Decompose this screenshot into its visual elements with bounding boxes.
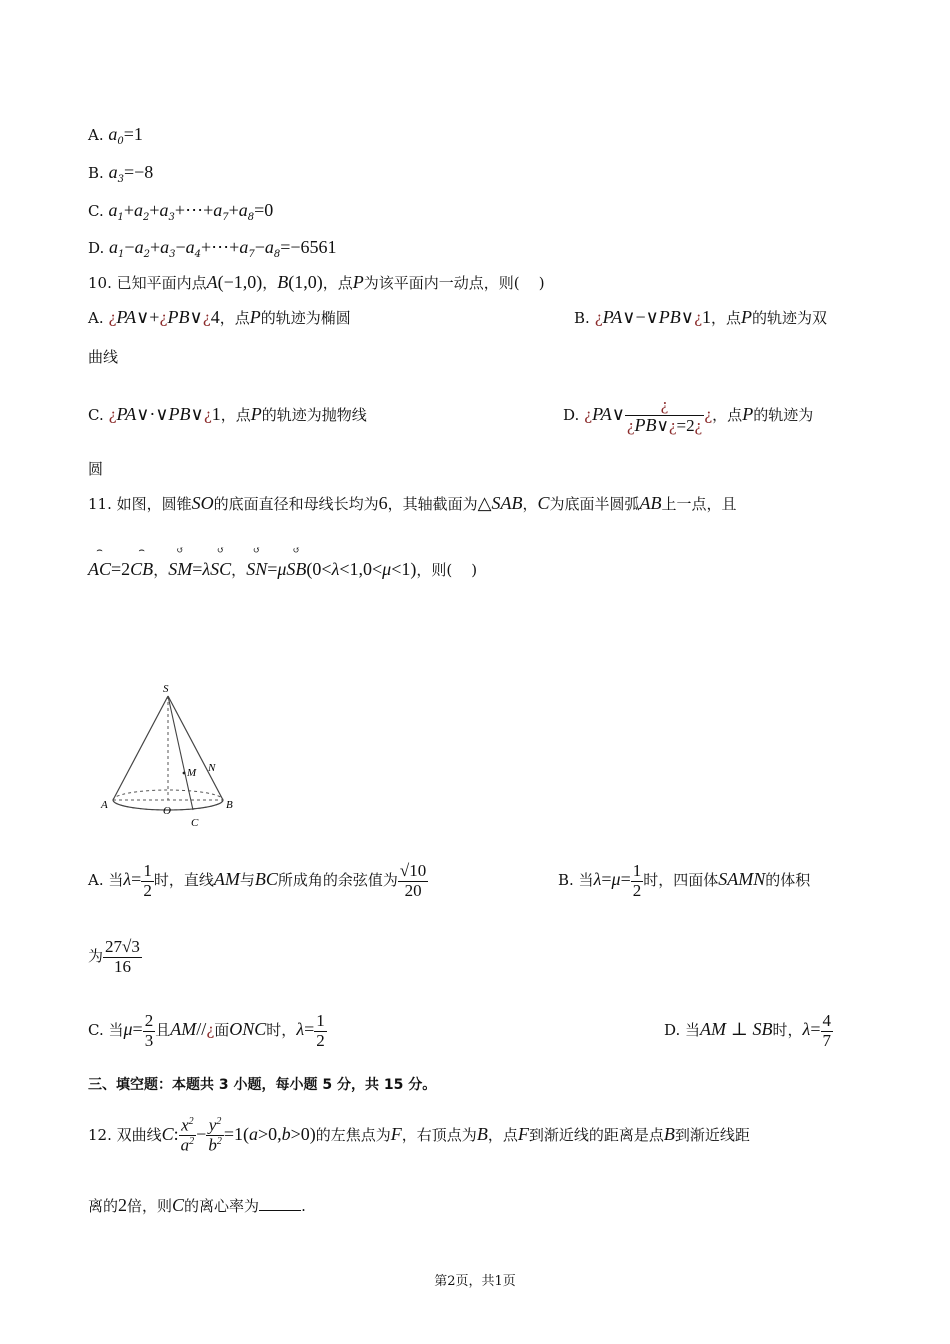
q9-option-a: A. $a_0=1$ xyxy=(88,124,143,147)
point-m xyxy=(183,772,186,775)
q10-option-c: C. ¿PA∨·∨PB∨¿1，点P的轨迹为抛物线 xyxy=(88,404,367,424)
q11-stem: 11. 如图，圆锥SO的底面直径和母线长均为6，其轴截面为△SAB，C为底面半圆弧AB上一点，且 xyxy=(88,493,737,513)
q11-option-d: D. 当AM ⊥ SB时，λ= $\frac{4}{7}$ xyxy=(664,1011,831,1050)
q11-option-b-cont: 为 $\frac{27√3}{16}$ xyxy=(88,937,140,976)
label-a: A xyxy=(101,799,108,811)
label-o: O xyxy=(163,805,171,817)
q10-option-b-cont: 曲线 xyxy=(88,348,119,366)
label-m: M xyxy=(187,767,197,779)
q11-option-c: C. 当μ= $\frac{2}{3}$ 且AM//¿面ONC时，λ= $\frac{1}{2}$ xyxy=(88,1011,325,1050)
label-b: B xyxy=(226,799,233,811)
q11-conditions: ⌢ AC=2⌢ CB，↺ SM=λ↺ SC，↺ SN=μ↺ SB(0<λ<1,0<μ<1)，则( ) xyxy=(88,559,477,580)
generatrix-sb xyxy=(168,696,223,800)
label-c: C xyxy=(191,817,199,829)
q10-option-a: A. ¿PA∨+¿PB∨¿4，点P的轨迹为椭圆 xyxy=(88,307,351,327)
q12-line1: 12. 双曲线C: $\frac{x^2}{a^2}$ − $\frac{y^2}{b^2}$ =1(a>0,b>0)的左焦点为F，右顶点为B，点F到渐近线的距离是点B到渐近线距 xyxy=(88,1115,750,1155)
q10-option-d: D. ¿PA∨ $\frac{¿}{¿PB\vee¿=2¿}$ ¿，点P的轨迹为 xyxy=(563,395,814,435)
segment-sc xyxy=(168,696,193,810)
q9-option-c: C. $a_1+a_2+a_3+\cdots+a_7+a_8=0$ xyxy=(88,200,274,223)
label-n: N xyxy=(208,762,216,774)
generatrix-sa xyxy=(113,696,168,800)
q10-stem: 10. 已知平面内点A(−1,0)，B(1,0)，点P为该平面内一动点，则( ) xyxy=(88,272,545,292)
q9-option-b: B. $a_3=-8$ xyxy=(88,162,154,185)
q10-d-fraction: $\frac{¿}{¿PB\vee¿=2¿}$ xyxy=(626,395,703,435)
section-3-title: 三、填空题：本题共 3 小题，每小题 5 分，共 15 分。 xyxy=(88,1077,437,1093)
label-s: S xyxy=(163,683,169,695)
q9-option-d: D. $a_1-a_2+a_3-a_4+\cdots+a_7-a_8=-6561$ xyxy=(88,237,337,260)
page-footer: 第2页，共1页 xyxy=(434,1274,516,1289)
q11-option-a: A. 当λ= $\frac{1}{2}$ 时，直线AM与BC所成角的余弦值为 $\frac{√10}{20}$ xyxy=(88,861,427,900)
cone-figure xyxy=(95,680,255,835)
q11-option-b: B. 当λ=μ= $\frac{1}{2}$ 时，四面体SAMN的体积 xyxy=(558,861,811,900)
q10-option-b: B. ¿PA∨−∨PB∨¿1，点P的轨迹为双 xyxy=(574,307,828,327)
q12-line2: 离的2倍，则C的离心率为 . xyxy=(88,1195,306,1215)
q10-option-d-cont: 圆 xyxy=(88,460,104,478)
